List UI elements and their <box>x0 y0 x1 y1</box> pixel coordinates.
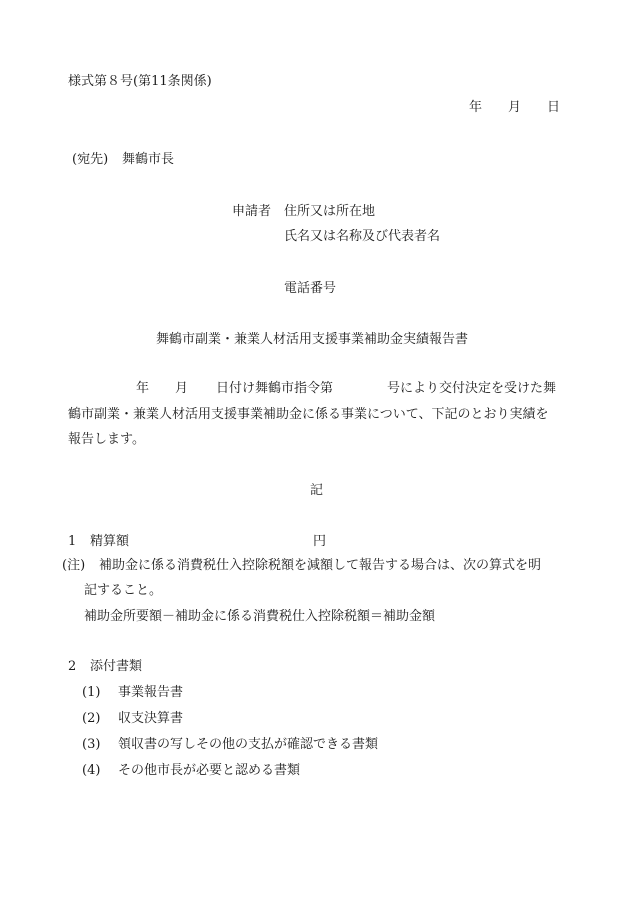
address-label: 住所又は所在地 <box>284 204 376 219</box>
body-number-text: 号により交付決定を受けた舞 <box>387 381 557 396</box>
attachment-item-text: 事業報告書 <box>118 685 184 700</box>
attachment-item-number: (3) <box>82 737 101 752</box>
form-number: 様式第８号(第11条関係) <box>68 74 212 89</box>
addressee-name: 舞鶴市長 <box>122 152 175 167</box>
settlement-unit: 円 <box>313 534 327 549</box>
attachments-number: 2 <box>68 659 77 674</box>
body-year: 年 <box>136 381 150 396</box>
attachment-item-text: その他市長が必要と認める書類 <box>118 763 301 778</box>
phone-label: 電話番号 <box>284 281 337 296</box>
body-line-2: 鶴市副業・兼業人材活用支援事業補助金に係る事業について、下記のとおり実績を <box>68 407 549 422</box>
note-line-2: 記すること。 <box>84 583 163 598</box>
body-month: 月 <box>175 381 189 396</box>
date-year-label: 年 <box>469 100 483 115</box>
date-month-label: 月 <box>508 100 522 115</box>
attachment-item-text: 領収書の写しその他の支払が確認できる書類 <box>118 737 379 752</box>
settlement-number: 1 <box>68 534 77 549</box>
note-label: (注) <box>62 558 86 573</box>
name-label: 氏名又は名称及び代表者名 <box>284 229 441 244</box>
note-line-1: 補助金に係る消費税仕入控除税額を減額して報告する場合は、次の算式を明 <box>99 558 542 573</box>
date-day-label: 日 <box>547 100 561 115</box>
settlement-label: 精算額 <box>90 534 130 549</box>
applicant-role: 申請者 <box>232 204 272 219</box>
addressee-label: (宛先) <box>72 152 109 167</box>
document-title: 舞鶴市副業・兼業人材活用支援事業補助金実績報告書 <box>156 332 469 347</box>
attachment-item-text: 収支決算書 <box>118 711 184 726</box>
ki-heading: 記 <box>310 483 324 498</box>
attachment-item-number: (2) <box>82 711 101 726</box>
attachments-label: 添付書類 <box>90 659 143 674</box>
body-line-3: 報告します。 <box>68 432 145 447</box>
body-date-text: 日付け舞鶴市指令第 <box>216 381 334 396</box>
attachment-item-number: (4) <box>82 763 101 778</box>
attachment-item-number: (1) <box>82 685 101 700</box>
note-formula: 補助金所要額－補助金に係る消費税仕入控除税額＝補助金額 <box>84 609 436 624</box>
